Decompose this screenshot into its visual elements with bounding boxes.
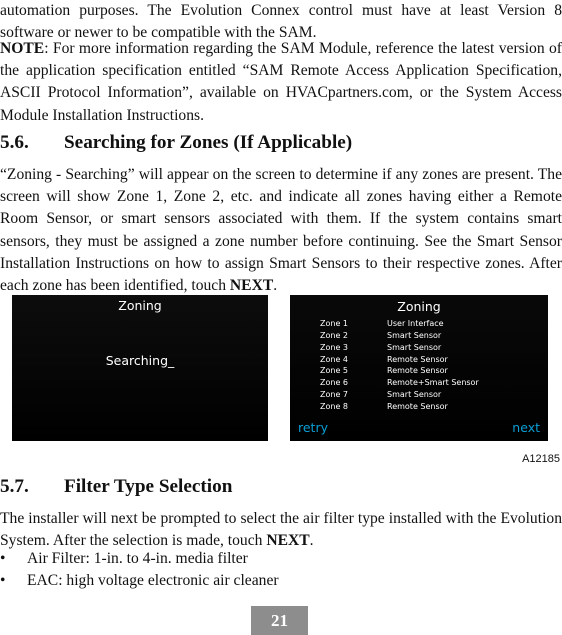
- zone-sensor: Remote+Smart Sensor: [387, 378, 479, 388]
- bullet-dot: •: [0, 550, 6, 567]
- zone-row: [320, 365, 479, 377]
- zone-name: Zone 4: [320, 354, 348, 364]
- zone-sensor: Remote Sensor: [387, 401, 448, 411]
- zone-name: Zone 5: [320, 366, 348, 376]
- intro-text: automation purposes. The Evolution Connex control must have at least Version 8 software or newer to be compatible with the SAM.: [0, 2, 562, 42]
- note-label: NOTE: [0, 40, 45, 57]
- section-5-7-end: .: [309, 532, 314, 550]
- section-5-6-text: “Zoning - Searching” will appear on the screen to determine if any zones are present. The screen will show Zone 1, Zone 2, etc. and indicate all zones having either a Remote Room Sensor, or smart sensors associated with them. If the system contains smart sensors, they must be assigned a zone number before continuing. See the Smart Sensor Installation Instructions on how to assign Smart Sensors to their respective zones. After each zone has been identified, touch: [0, 166, 562, 295]
- zoning-searching-screen: [12, 295, 268, 441]
- zone-row: [320, 401, 479, 413]
- zone-row: [320, 377, 479, 389]
- screen-title: Zoning: [397, 299, 441, 314]
- zone-name: Zone 2: [320, 330, 348, 340]
- page-number: 21: [251, 606, 308, 635]
- section-5-7-body: [0, 508, 562, 552]
- zone-table: [320, 318, 479, 413]
- zone-name: Zone 6: [320, 378, 348, 388]
- zone-name: Zone 1: [320, 319, 348, 328]
- section-5-6-end: .: [273, 277, 278, 295]
- zone-row: [320, 330, 479, 342]
- section-5-7-number: 5.7.: [0, 476, 29, 497]
- figure-code: A12185: [522, 453, 560, 465]
- bullet-text: Air Filter: 1-in. to 4-in. media filter: [27, 550, 248, 567]
- bullet-dot: •: [0, 572, 6, 589]
- zone-sensor: Smart Sensor: [387, 390, 442, 400]
- section-5-6-next: NEXT: [229, 277, 274, 295]
- zone-row: [320, 318, 479, 330]
- zone-sensor: User Interface: [387, 319, 444, 328]
- note-paragraph: [0, 38, 562, 127]
- bullet-item: [0, 570, 279, 592]
- bullet-item: [0, 548, 248, 570]
- zone-sensor: Remote Sensor: [387, 366, 448, 376]
- zone-name: Zone 8: [320, 401, 348, 411]
- screen-title: Zoning: [118, 298, 162, 313]
- note-text: : For more information regarding the SAM Module, reference the latest version of the application specification entitled “SAM Remote Access Application Specification, ASCII Protocol Information”, available on HVACpartners.com, or the System Access Module Installation Instructions.: [0, 40, 562, 124]
- section-5-6-body: [0, 164, 562, 297]
- section-5-7-text: The installer will next be prompted to select the air filter type installed with the Evolution System. After the selection is made, touch: [0, 510, 562, 550]
- zone-row: [320, 389, 479, 401]
- section-5-7-next: NEXT: [266, 532, 310, 550]
- retry-button[interactable]: retry: [298, 420, 328, 435]
- section-5-6-number: 5.6.: [0, 132, 29, 153]
- zone-name: Zone 7: [320, 390, 348, 400]
- zone-sensor: Smart Sensor: [387, 330, 442, 340]
- section-5-7-heading: [0, 475, 232, 499]
- zone-row: [320, 342, 479, 354]
- bullet-text: EAC: high voltage electronic air cleaner: [27, 572, 279, 589]
- searching-message: Searching_: [105, 353, 175, 368]
- zone-sensor: Remote Sensor: [387, 354, 448, 364]
- zoning-results-screen: [290, 295, 548, 441]
- section-5-7-title: Filter Type Selection: [64, 476, 233, 497]
- zone-name: Zone 3: [320, 342, 348, 352]
- section-5-6-title: Searching for Zones (If Applicable): [64, 132, 353, 153]
- zone-row: [320, 354, 479, 366]
- zone-sensor: Smart Sensor: [387, 342, 442, 352]
- section-5-6-heading: [0, 131, 352, 155]
- next-button[interactable]: next: [512, 420, 540, 435]
